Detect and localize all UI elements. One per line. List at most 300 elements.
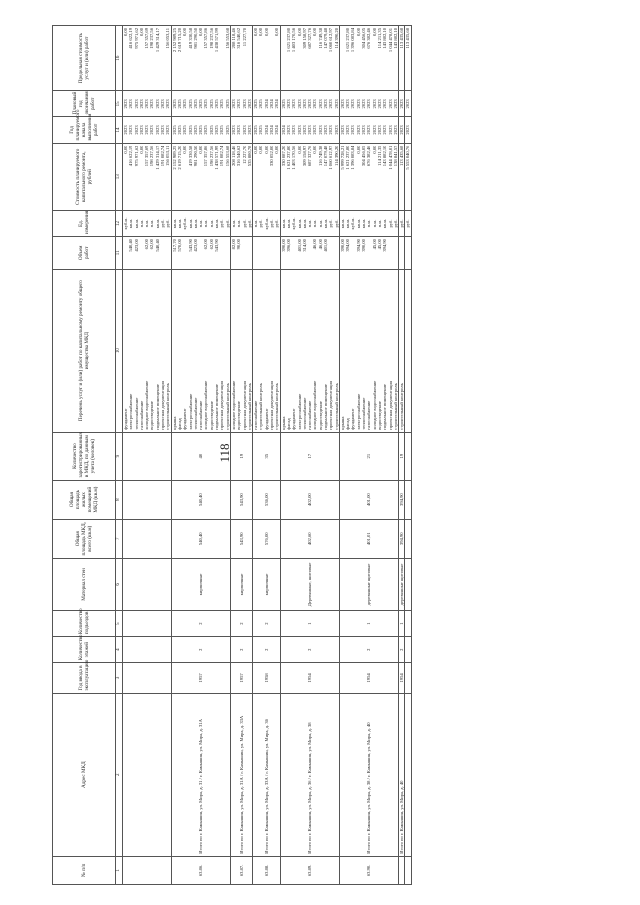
cost-line: 12 227,70 xyxy=(241,145,247,164)
cost-line: 191 082,74 xyxy=(219,145,225,167)
end-line: 2025 xyxy=(224,99,230,109)
cost-line: 0,00 xyxy=(258,145,264,154)
column-header: Год планируемого начала выполнения работ xyxy=(53,117,116,143)
volume-line: 423,00 xyxy=(133,239,139,252)
start-line: 2023 xyxy=(230,125,236,135)
cell-floors xyxy=(123,637,172,663)
volume-line: 390,00 xyxy=(280,239,286,252)
column-header: Материал стен xyxy=(53,558,116,610)
end-line: 2023 xyxy=(328,99,334,109)
cell-area: 576,00 xyxy=(253,519,280,558)
cost-line: 0,00 xyxy=(123,145,128,154)
limit-line: 198 237,56 xyxy=(208,28,214,49)
volume-line xyxy=(247,239,252,267)
limit-line: 1 621 237,80 xyxy=(345,28,351,53)
column-number: 12 xyxy=(116,210,123,236)
volume-line xyxy=(393,239,398,267)
column-header: Перечень услуг и (или) работ по капитальному ремонту общего имущества МКД xyxy=(53,269,116,432)
start-line: 2023 xyxy=(246,125,252,135)
start-line: 2023 xyxy=(296,125,302,135)
cell-end xyxy=(123,91,172,117)
cost-line: 2 152 989,25 xyxy=(171,145,177,170)
cell-cost xyxy=(171,143,230,210)
column-header: Предельная стоимость услуг и (или) работ xyxy=(53,26,116,91)
volume-line xyxy=(274,239,279,267)
volume-line: 62,00 xyxy=(208,239,214,250)
volume-line: 394,90 xyxy=(382,239,388,252)
cell-floors: 2 xyxy=(171,637,230,663)
works-line: водоотведение xyxy=(317,401,323,430)
end-line: 2023 xyxy=(123,99,128,109)
units-line: кв.м. xyxy=(355,218,361,229)
units-line: руб. xyxy=(392,219,398,228)
cell-works xyxy=(280,269,339,432)
units-line: руб. xyxy=(387,219,393,228)
cell-area xyxy=(405,519,411,558)
units-line: п.м. xyxy=(144,219,150,228)
volume-line: 570,00 xyxy=(176,239,182,252)
cost-line: 419 330,58 xyxy=(187,145,193,167)
cell-end xyxy=(171,91,230,117)
cell-entrances xyxy=(405,611,411,637)
units-line: кв.м. xyxy=(322,218,328,229)
limit-line: 0,00 xyxy=(182,28,188,37)
works-line: подвальное помещение xyxy=(154,384,160,430)
cell-start xyxy=(230,117,252,143)
units-line: п.м. xyxy=(366,219,372,228)
cell-works xyxy=(339,269,398,432)
cell-living: 543,90 xyxy=(230,480,252,519)
works-line: строительный контроль xyxy=(246,383,252,430)
cell-end xyxy=(280,91,339,117)
limit-line: 2 152 989,25 xyxy=(171,28,177,53)
limit-line: 157 357,69 xyxy=(144,28,150,49)
limit-line: 116 749,38 xyxy=(317,28,323,49)
works-line: строительный контроль xyxy=(165,383,171,430)
cost-line: 1 060 612,97 xyxy=(328,145,334,170)
table-row xyxy=(123,26,172,885)
units-line: п.м. xyxy=(208,219,214,228)
volume-line: 390,00 xyxy=(339,239,345,252)
limit-line: 419 330,58 xyxy=(187,28,193,49)
start-line: 2023 xyxy=(345,125,351,135)
cell-volume xyxy=(339,237,398,270)
cell-people: 17 xyxy=(280,432,339,480)
cell-living: 536,00 xyxy=(253,480,280,519)
works-line: теплоснабжение xyxy=(133,397,139,430)
limit-line: 981 290,50 xyxy=(192,28,198,49)
units-line: кв.м. xyxy=(280,218,286,229)
start-line: 2023 xyxy=(333,125,339,135)
cost-line: 0,00 xyxy=(182,145,188,154)
end-line: 2025 xyxy=(171,99,177,109)
start-line: 2023 xyxy=(291,125,297,135)
cell-entrances: 2 xyxy=(171,611,230,637)
start-line: 2025 xyxy=(198,125,204,135)
end-line: 2023 xyxy=(312,99,318,109)
cell-volume xyxy=(123,237,172,270)
cell-cost xyxy=(230,143,252,210)
works-line: газоснабжение xyxy=(307,400,313,430)
works-line: крыша xyxy=(339,416,345,430)
cell-units xyxy=(253,210,280,236)
volume-line xyxy=(334,239,339,267)
table-row xyxy=(339,26,398,885)
cell-year: 1954 xyxy=(339,663,398,693)
cell-address: Итого по г. Камышин, ул. Мира, д. 38 / г. Камышин, ул. Мира, д. 40 xyxy=(339,693,398,856)
volume-line: 540,40 xyxy=(128,239,134,252)
limit-line: 0,00 xyxy=(258,28,264,37)
cost-line: 0,00 xyxy=(355,145,361,154)
cell-area: 540,40 xyxy=(171,519,230,558)
column-header: Год ввода в эксплуатацию xyxy=(53,663,116,693)
limit-line: 113 435,68 xyxy=(405,28,411,49)
cell-start xyxy=(405,117,411,143)
end-line: 2023 xyxy=(291,99,297,109)
limit-line: 156 053,11 xyxy=(165,28,171,49)
end-line: 2023 xyxy=(246,99,252,109)
cell-cost xyxy=(339,143,398,210)
cell-end xyxy=(405,91,411,117)
table-body xyxy=(123,26,412,885)
cost-line: 0,00 xyxy=(371,145,377,154)
works-line: крыша xyxy=(171,416,177,430)
end-line: 2025 xyxy=(203,99,209,109)
cell-limit xyxy=(339,26,398,91)
cost-line: 156 553,68 xyxy=(224,145,230,167)
cost-line: 687 327,76 xyxy=(307,145,313,167)
cost-line: 1 429 314,17 xyxy=(154,145,160,170)
units-line: п.м. xyxy=(236,219,242,228)
start-line: 2023 xyxy=(350,125,356,135)
cost-line: 676 382,46 xyxy=(366,145,372,167)
cost-line: 0,00 xyxy=(312,145,318,154)
end-line: 2025 xyxy=(258,99,264,109)
limit-line: 1 060 612,97 xyxy=(328,28,334,53)
limit-line: 114 211,35 xyxy=(376,28,382,49)
works-line: электроснабжение xyxy=(296,393,302,430)
end-line: 2023 xyxy=(382,99,388,109)
limit-line: 114 390,20 xyxy=(333,28,339,49)
end-line: 2023 xyxy=(149,99,155,109)
column-header: № п/п xyxy=(53,856,116,884)
column-header: Объем работ xyxy=(53,237,116,270)
cell-year xyxy=(405,663,411,693)
works-line: фасад xyxy=(285,418,291,430)
table-row xyxy=(405,26,411,885)
limit-line: 156 553,68 xyxy=(224,28,230,49)
cell-material: кирпичные xyxy=(230,558,252,610)
units-line: кв.м. xyxy=(154,218,160,229)
start-line: 2023 xyxy=(355,125,361,135)
volume-line: 46,00 xyxy=(317,239,323,250)
units-line: кв.м. xyxy=(192,218,198,229)
end-line: 2023 xyxy=(241,99,247,109)
start-line: 2025 xyxy=(203,125,209,135)
cell-start xyxy=(123,117,172,143)
cost-line: 157 357,86 xyxy=(203,145,209,167)
limit-line: 113 435,68 xyxy=(399,28,405,49)
column-header: Ед. измерения xyxy=(53,210,116,236)
works-line: фундамент xyxy=(291,408,297,430)
start-line: 2025 xyxy=(258,125,264,135)
end-line: 2023 xyxy=(307,99,313,109)
end-line: 2025 xyxy=(219,99,225,109)
end-line: 2023 xyxy=(405,99,411,109)
cell-entrances: 1 xyxy=(280,611,339,637)
column-number: 7 xyxy=(116,519,123,558)
cell-end xyxy=(253,91,280,117)
units-line: п.м. xyxy=(203,219,209,228)
start-line: 2023 xyxy=(312,125,318,135)
column-number: 11 xyxy=(116,237,123,270)
end-line: 2025 xyxy=(182,99,188,109)
table-row xyxy=(230,26,252,885)
end-line: 2023 xyxy=(138,99,144,109)
cell-living: 394,90 xyxy=(399,480,405,519)
end-line: 2023 xyxy=(392,99,398,109)
cell-units xyxy=(123,210,172,236)
end-line: 2025 xyxy=(214,99,220,109)
start-line: 2023 xyxy=(392,125,398,135)
column-header: Количество подъездов xyxy=(53,611,116,637)
units-line: кв.м. xyxy=(345,218,351,229)
limit-line: 0,00 xyxy=(296,28,302,37)
end-line: 2023 xyxy=(355,99,361,109)
cost-line: 191 082,74 xyxy=(160,145,166,167)
units-line: руб. xyxy=(269,219,275,228)
works-line: фундамент xyxy=(350,408,356,430)
cell-floors: 2 xyxy=(280,637,339,663)
limit-line: 1 429 314,17 xyxy=(154,28,160,53)
works-line: холодное водоснабжение xyxy=(312,380,318,430)
units-line: руб. xyxy=(241,219,247,228)
limit-line: 0,00 xyxy=(138,28,144,37)
units-line: п.м. xyxy=(138,219,144,228)
cost-line: 0,00 xyxy=(253,145,259,154)
works-line: газоснабжение xyxy=(366,400,372,430)
column-number: 6 xyxy=(116,558,123,610)
start-line: 2023 xyxy=(160,125,166,135)
cell-entrances: 1 xyxy=(339,611,398,637)
cell-entrances: 2 xyxy=(230,611,252,637)
cost-line: 316 540,62 xyxy=(236,145,242,167)
works-line: строительный контроль xyxy=(392,383,398,430)
cell-units xyxy=(280,210,339,236)
units-line: руб. xyxy=(165,219,171,228)
cell-num: 63.87. xyxy=(230,856,252,884)
end-line: 2023 xyxy=(236,99,242,109)
units-line: кв.м. xyxy=(382,218,388,229)
start-line: 2024 xyxy=(263,125,269,135)
cost-line: 1 438 571,99 xyxy=(214,145,220,170)
limit-line: 0,00 xyxy=(198,28,204,37)
start-line: 2023 xyxy=(149,125,155,135)
volume-line: 543,90 xyxy=(187,239,193,252)
repair-plan-table xyxy=(52,25,412,885)
cost-line: 304 456,05 xyxy=(361,145,367,167)
cell-material xyxy=(123,558,172,610)
cost-line: 1 396 083,84 xyxy=(350,145,356,170)
cost-line: 975 971,62 xyxy=(133,145,139,167)
cost-line: 1 044 478,01 xyxy=(387,145,393,170)
limit-line xyxy=(247,28,252,88)
works-line: холодное водоснабжение xyxy=(203,380,209,430)
cost-line: 1 621 237,80 xyxy=(285,145,291,170)
works-line: газоснабжение xyxy=(138,400,144,430)
cell-cost xyxy=(405,143,411,210)
start-line: 2025 xyxy=(182,125,188,135)
works-line: подвальное помещение xyxy=(382,384,388,430)
end-line: 2023 xyxy=(230,99,236,109)
works-line: строительный контроль xyxy=(258,383,264,430)
column-number: 10 xyxy=(116,269,123,432)
units-line: п.м. xyxy=(230,219,236,228)
column-number-row xyxy=(116,26,123,885)
column-header: Количество зарегистрированных в МКД, по данным учета (человек) xyxy=(53,432,116,480)
limit-line: 157 357,86 xyxy=(203,28,209,49)
limit-line: 143 882,10 xyxy=(392,28,398,49)
cost-line: 0,00 xyxy=(263,145,269,154)
cost-line: 2 619 715,20 xyxy=(176,145,182,170)
works-line: холодное водоснабжение xyxy=(144,380,150,430)
units-line: руб. xyxy=(333,219,339,228)
end-line: 2023 xyxy=(339,99,345,109)
cell-living: 401,00 xyxy=(339,480,398,519)
cost-line: 535 880,78 xyxy=(246,145,252,167)
column-number: 9 xyxy=(116,432,123,480)
cell-entrances: 2 xyxy=(253,611,280,637)
cost-line: 208 118,46 xyxy=(230,145,236,167)
cell-living xyxy=(405,480,411,519)
start-line: 2025 xyxy=(224,125,230,135)
start-line: 2023 xyxy=(301,125,307,135)
units-line: кв.м. xyxy=(187,218,193,229)
end-line: 2023 xyxy=(399,99,405,109)
limit-line: 0,00 xyxy=(263,28,269,37)
column-header: Плановый год окончания работ xyxy=(53,91,116,117)
volume-line: 401,00 xyxy=(296,239,302,252)
units-line: куб.м. xyxy=(182,217,188,230)
works-line: проектная документация xyxy=(387,381,393,430)
volume-line xyxy=(165,239,170,267)
volume-line: 390,00 xyxy=(361,239,367,252)
cell-living: 402,00 xyxy=(280,480,339,519)
end-line: 2023 xyxy=(128,99,134,109)
works-line: фасад xyxy=(345,418,351,430)
volume-line: 45,00 xyxy=(376,239,382,250)
cell-address: Итого по г. Камышин, ул. Мира, д. 36 / г. Камышин, ул. Мира, д. 38 xyxy=(280,693,339,856)
units-line: руб. xyxy=(219,219,225,228)
cell-start xyxy=(171,117,230,143)
units-line: п.м. xyxy=(149,219,155,228)
cost-line: 330 052,00 xyxy=(269,145,275,167)
start-line: 2023 xyxy=(371,125,377,135)
volume-line: 314,00 xyxy=(301,239,307,252)
end-line: 2023 xyxy=(387,99,393,109)
start-line: 2023 xyxy=(382,125,388,135)
start-line: 2025 xyxy=(176,125,182,135)
cell-end xyxy=(339,91,398,117)
volume-line: 401,00 xyxy=(322,239,328,252)
page-number: 118 xyxy=(217,443,232,463)
limit-line: 1 403 170,56 xyxy=(291,28,297,53)
end-line: 2023 xyxy=(154,99,160,109)
cell-cost xyxy=(280,143,339,210)
cell-area xyxy=(123,519,172,558)
works-line: проектная документация xyxy=(328,381,334,430)
limit-line: 1 396 083,84 xyxy=(350,28,356,53)
cell-living: 540,40 xyxy=(171,480,230,519)
limit-line: 309 158,97 xyxy=(301,28,307,49)
units-line: руб. xyxy=(405,219,411,228)
cell-floors: 2 xyxy=(230,637,252,663)
works-line: фундамент xyxy=(263,408,269,430)
volume-line: 396,00 xyxy=(285,239,291,252)
works-line: водоотведение xyxy=(236,401,242,430)
limit-line: 975 971,62 xyxy=(133,28,139,49)
cell-num xyxy=(405,856,411,884)
units-line: куб.м. xyxy=(123,217,128,230)
end-line: 2025 xyxy=(280,99,286,109)
units-line: кв.м. xyxy=(128,218,134,229)
works-line: теплоснабжение xyxy=(301,397,307,430)
cell-address: Итого по г. Камышин, ул. Мира, д. 31 / г. Камышин, ул. Мира, д. 31А xyxy=(171,693,230,856)
column-header: Общая площадь МКД, всего (кв.м) xyxy=(53,519,116,558)
volume-line: 543,90 xyxy=(214,239,220,252)
cell-start xyxy=(339,117,398,143)
cell-address: Итого по г. Камышин, ул. Мира, д. 40 xyxy=(399,693,405,856)
works-line: проектная документация xyxy=(269,381,275,430)
cell-year: 1957 xyxy=(230,663,252,693)
volume-line: 394,90 xyxy=(355,239,361,252)
start-line: 2023 xyxy=(399,125,405,135)
start-line: 2023 xyxy=(285,125,291,135)
cell-units xyxy=(405,210,411,236)
table-header-row xyxy=(53,26,116,885)
units-line: куб.м. xyxy=(291,217,297,230)
units-line: п.м. xyxy=(253,219,259,228)
start-line: 2025 xyxy=(192,125,198,135)
cell-num: 63.88. xyxy=(253,856,280,884)
cell-material: деревянные щитовые xyxy=(339,558,398,610)
cell-people: 40 xyxy=(171,432,230,480)
start-line: 2024 xyxy=(274,125,280,135)
end-line: 2023 xyxy=(333,99,339,109)
end-line: 2023 xyxy=(133,99,139,109)
cell-volume xyxy=(171,237,230,270)
works-line: теплоснабжение xyxy=(192,397,198,430)
start-line: 2023 xyxy=(133,125,139,135)
limit-line: 316 540,62 xyxy=(236,28,242,49)
cell-cost xyxy=(253,143,280,210)
works-line: строительный контроль xyxy=(224,383,230,430)
limit-line: 11 227,70 xyxy=(241,28,247,47)
start-line: 2023 xyxy=(138,125,144,135)
cost-line: 147 079,48 xyxy=(322,145,328,167)
cell-year: 1954 xyxy=(399,663,405,693)
limit-line: 1 044 478,01 xyxy=(387,28,393,53)
table-row xyxy=(171,26,230,885)
start-line: 2023 xyxy=(241,125,247,135)
cost-line: 1 621 237,80 xyxy=(345,145,351,170)
cell-volume xyxy=(280,237,339,270)
start-line: 2023 xyxy=(366,125,372,135)
table-row xyxy=(280,26,339,885)
cell-people: 19 xyxy=(399,432,405,480)
works-line: проектная документация xyxy=(219,381,225,430)
works-line: холодное водоснабжение xyxy=(230,380,236,430)
